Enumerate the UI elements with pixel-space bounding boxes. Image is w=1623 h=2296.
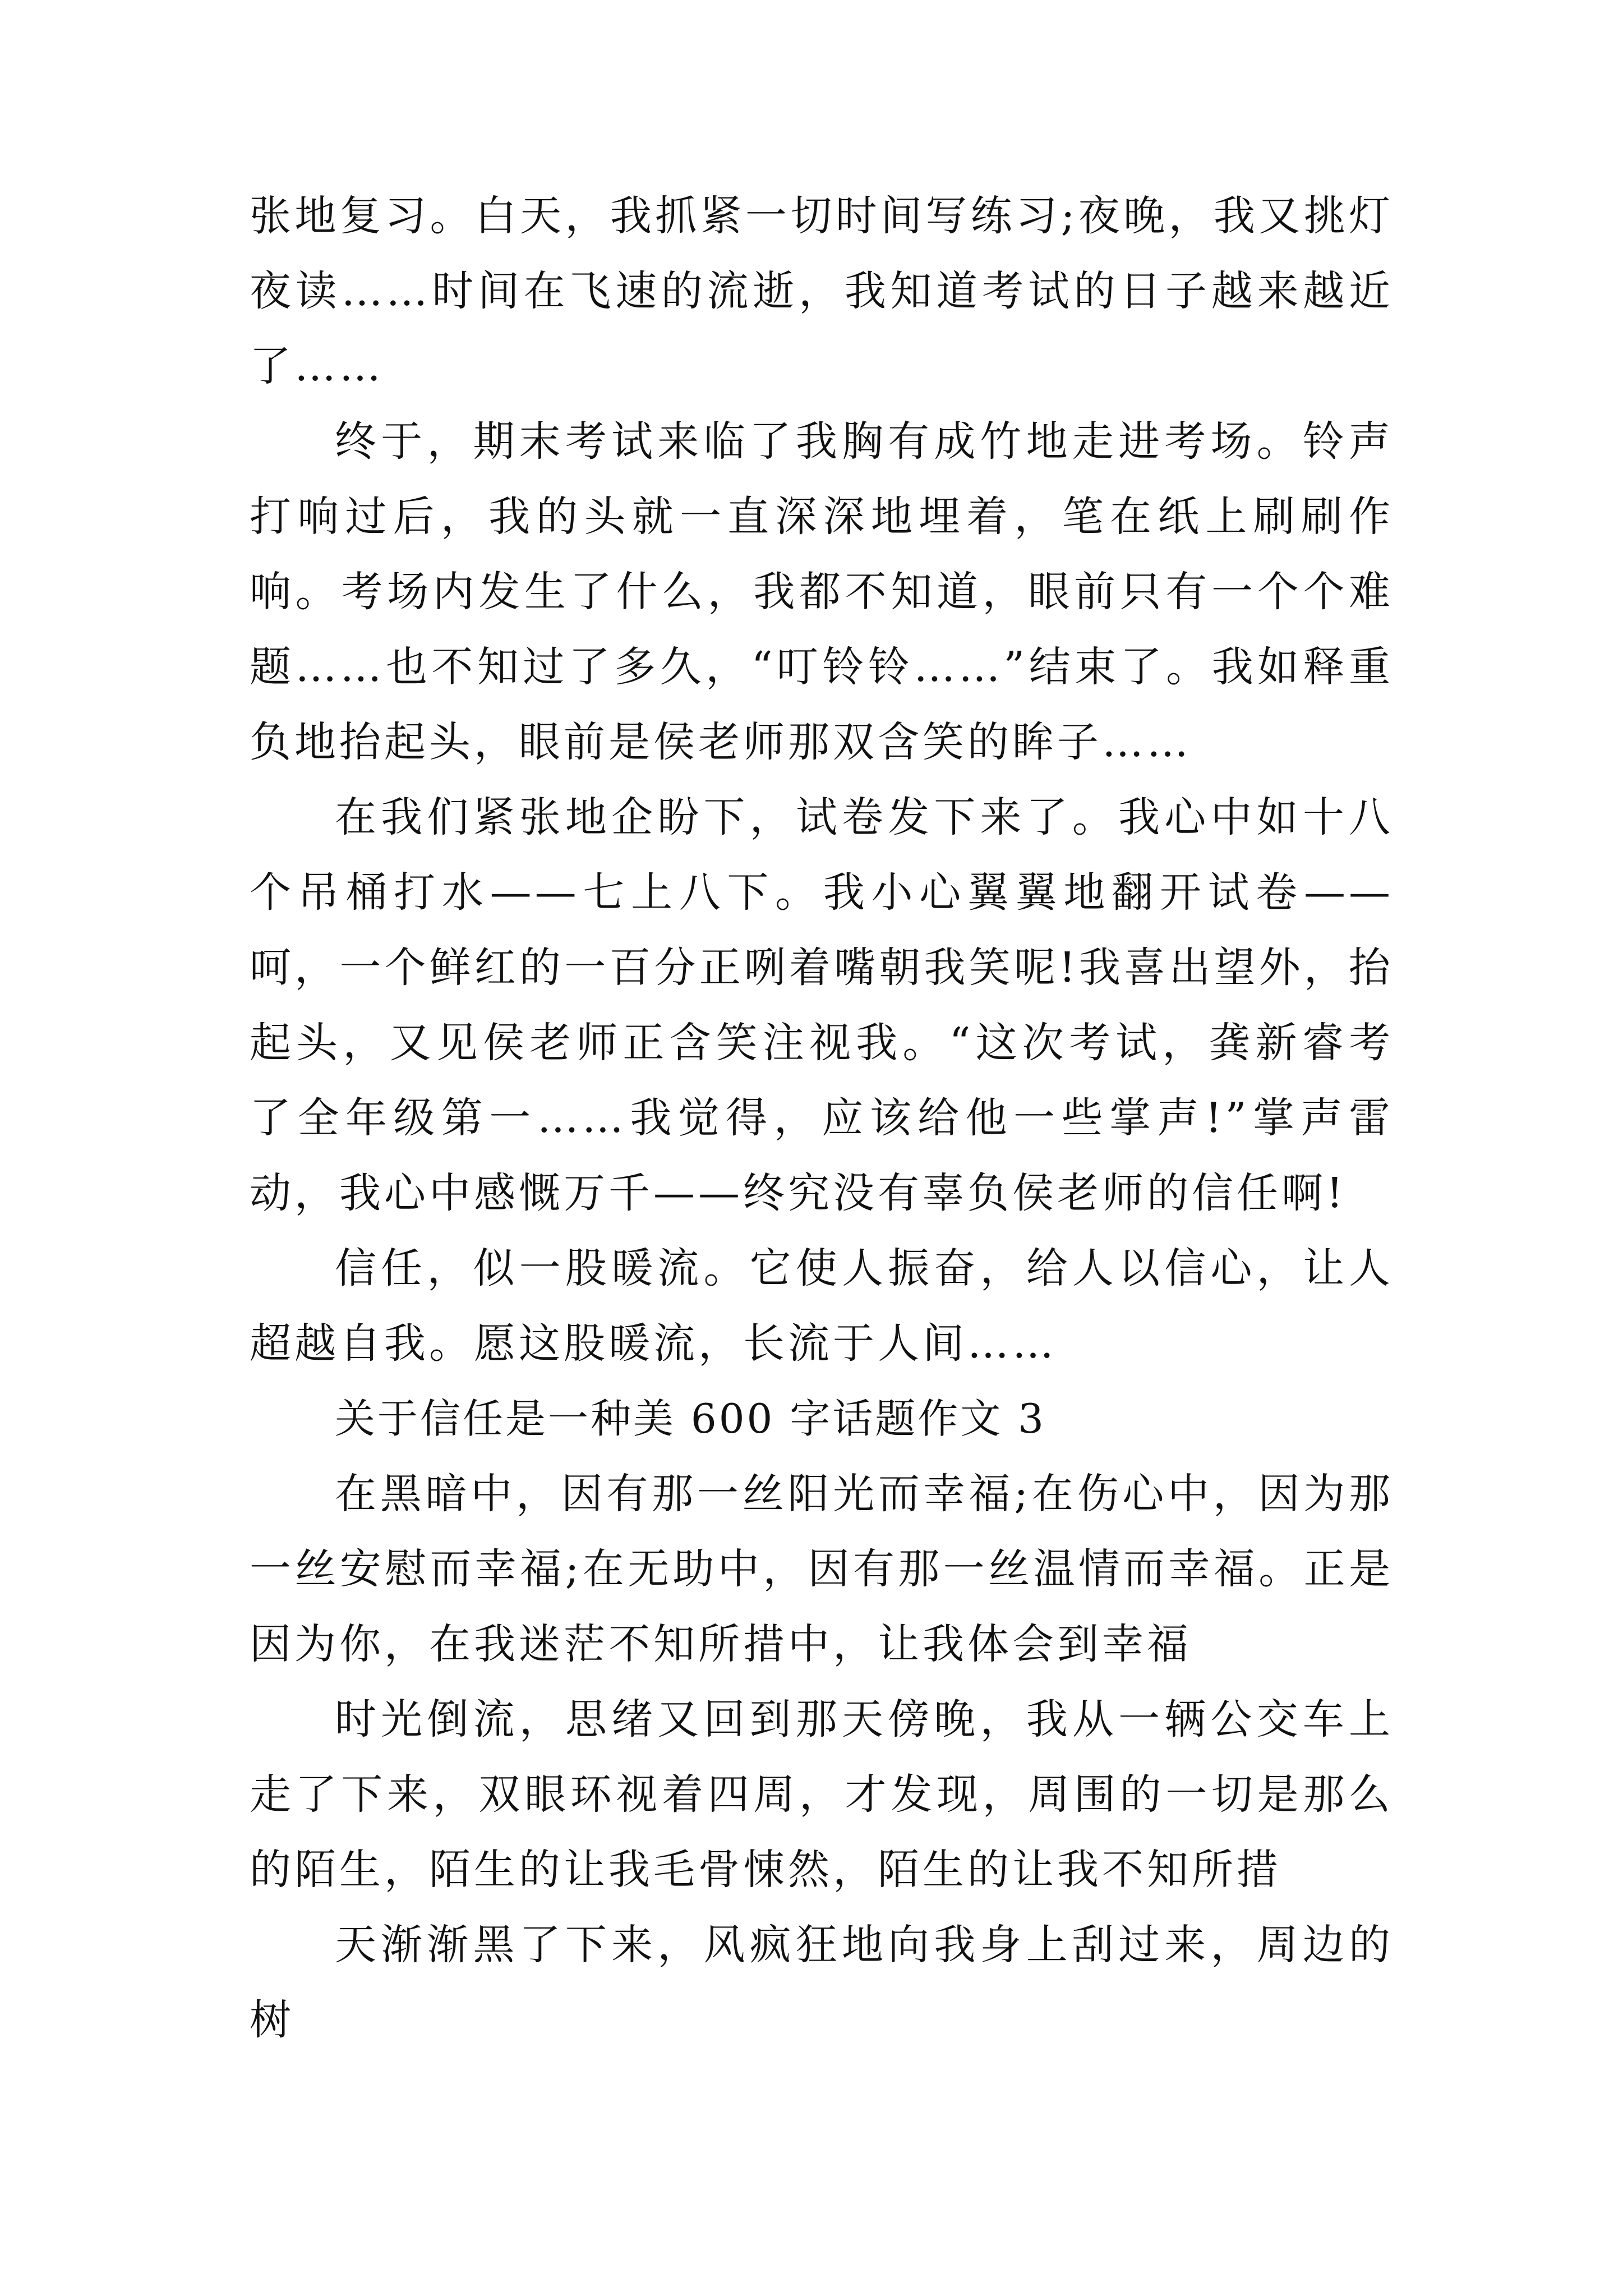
paragraph-results: 在我们紧张地企盼下，试卷发下来了。我心中如十八个吊桶打水——七上八下。我小心翼翼地翻开试卷——呵，一个鲜红的一百分正咧着嘴朝我笑呢!我喜出望外，抬起头，又见侯老师正含笑注视我。“这次考试，龚新睿考了全年级第一……我觉得，应该给他一些掌声!”掌声雷动，我心中感慨万千——终究没有辜负侯老师的信任啊! xyxy=(250,793,1394,1217)
paragraph-happiness: 在黑暗中，因有那一丝阳光而幸福;在伤心中，因为那一丝安慰而幸福;在无助中，因有那一丝温情而幸福。正是因为你，在我迷茫不知所措中，让我体会到幸福 xyxy=(250,1470,1394,1668)
paragraph-continuation: 张地复习。白天，我抓紧一切时间写练习;夜晚，我又挑灯夜读……时间在飞速的流逝，我知道考试的日子越来越近了…… xyxy=(250,192,1394,390)
section-heading: 关于信任是一种美 600 字话题作文 3 xyxy=(335,1395,1046,1442)
paragraph-exam-day: 终于，期末考试来临了我胸有成竹地走进考场。铃声打响过后，我的头就一直深深地埋着，笔在纸上刷刷作响。考场内发生了什么，我都不知道，眼前只有一个个难题……也不知过了多久，“叮铃铃……”结束了。我如释重负地抬起头，眼前是侯老师那双含笑的眸子…… xyxy=(250,417,1394,766)
paragraph-memory: 时光倒流，思绪又回到那天傍晚，我从一辆公交车上走了下来，双眼环视着四周，才发现，周围的一切是那么的陌生，陌生的让我毛骨悚然，陌生的让我不知所措 xyxy=(250,1695,1394,1894)
paragraph-night: 天渐渐黑了下来，风疯狂地向我身上刮过来，周边的树 xyxy=(250,1921,1394,2044)
paragraph-trust-conclusion: 信任，似一股暖流。它使人振奋，给人以信心，让人超越自我。愿这股暖流，长流于人间…… xyxy=(250,1244,1394,1368)
document-body xyxy=(250,178,1394,2058)
